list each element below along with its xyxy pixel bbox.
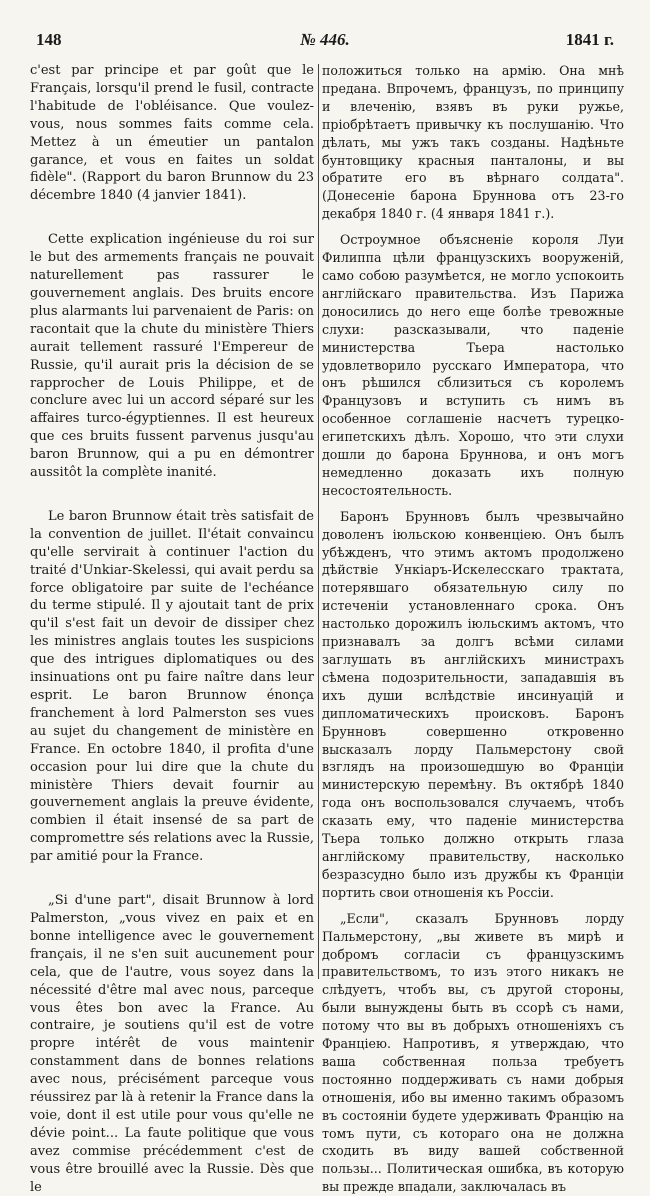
- french-paragraph-4: „Si d'une part", disait Brunnow à lord Palmerston, „vous vivez en paix et en bonne intelligence avec le gouvernement français, il ne s'en suit aucunement pour cela, que de l'autre, vous soyez dans la nécessité d'être mal avec nous, parceque vous êtes bon avec la France. Au contraire, je soutiens qu'il est de votre propre intérêt de vous maintenir constamment dans de bonnes relations avec nous, précisément parceque vous réussirez par là à retenir la France dans la voie, dont il est utile pour vous qu'elle ne dévie point... La faute politique que vous avez commise précédemment c'est de vous être brouillé avec la Russie. Dès que le: [30, 893, 314, 1195]
- russian-paragraph-2: Остроумное объясненiе короля Луи Филиппа цѣли французскихъ вооруженiй, само собою разумѣется, не могло успокоить англiйскаго правительства. Изъ Парижа доносились до него еще болѣе тревожные слухи: разсказывали, что паденiе министерства Тьера настолько удовлетворило русскаго Императора, что онъ рѣшился сблизиться съ королемъ Французовъ и вступить съ нимъ въ особенное соглашенiе насчетъ турецко-египетскихъ дѣлъ. Хорошо, что эти слухи дошли до барона Бруннова, и онъ могъ немедленно доказать ихъ полную несостоятельность.: [322, 232, 624, 498]
- russian-paragraph-4: „Если", сказалъ Брунновъ лорду Пальмерстону, „вы живете въ мирѣ и добромъ согласiи съ французскимъ правительствомъ, то изъ этого никакъ не слѣдуетъ, чтобъ вы, съ другой стороны, были вынуждены быть въ ссорѣ съ нами, потому что вы въ добрыхъ отношенiяхъ съ Францiею. Напротивъ, я утверждаю, что ваша собственная польза требуетъ постоянно поддерживать съ нами добрыя отношенiя, ибо вы именно такимъ образомъ въ состоянiи будете удерживать Францiю на томъ пути, съ котораго она не должна сходить въ виду вашей собственной пользы... Политическая ошибка, въ которую вы прежде впадали, заключалась въ: [322, 910, 624, 1195]
- french-column: [30, 62, 314, 1195]
- russian-column: [322, 62, 624, 1195]
- column-divider: [318, 64, 319, 979]
- document-number: № 446.: [300, 30, 350, 49]
- page-header: [30, 30, 620, 60]
- french-paragraph-1: c'est par principe et par goût que le Français, lorsqu'il prend le fusil, contracte l'habitude de l'obléisance. Que voulez-vous, nous sommes faits comme cela. Mettez à un émeutier un pantalon garance, et vous en faites un soldat fidèle". (Rapport du baron Brunnow du 23 décembre 1840 (4 janvier 1841).: [30, 63, 314, 204]
- year: 1841 г.: [565, 30, 614, 49]
- russian-paragraph-1: положиться только на армiю. Она мнѣ предана. Впрочемъ, французъ, по принципу и влеченiю, взявъ въ руки ружье, прiобрѣтаетъ привычку къ послушанiю. Что дѣлать, мы ужъ такъ созданы. Надѣньте бунтовщику красныя панталоны, и вы обратите его въ вѣрнаго солдата". (Донесенiе барона Бруннова отъ 23-го декабря 1840 г. (4 января 1841 г.).: [322, 63, 624, 222]
- text-columns: [30, 62, 624, 1195]
- french-paragraph-2: Cette explication ingénieuse du roi sur le but des armements français ne pouvait naturellement pas rassurer le gouvernement anglais. Des bruits encore plus alarmants lui parvenaient de Paris: on racontait que la chute du ministère Thiers aurait tellement rassuré l'Empereur de Russie, qu'il aurait pris la décision de se rapprocher de Louis Philippe, et de conclure avec lui un accord séparé sur les affaires turco-égyptiennes. Il est heureux que ces bruits fussent parvenus jusqu'au baron Brunnow, qui a pu en démontrer aussitôt la complète inanité.: [30, 232, 314, 481]
- french-paragraph-3: Le baron Brunnow était très satisfait de la convention de juillet. Il'était convaincu qu'elle servirait à continuer l'action du traité d'Unkiar-Skelessi, qui avait perdu sa force obligatoire par suite de l'echéance du terme stipulé. Il y ajoutait tant de prix qu'il s'est fait un devoir de dissiper chez les ministres anglais toutes les suspicions que des intrigues diplomatiques ou des insinuations ont pu faire naître dans leur esprit. Le baron Brunnow énonça franchement à lord Palmerston ses vues au sujet du changement de ministère en France. En octobre 1840, il profita d'une occasion pour lui dire que la chute du ministère Thiers devait fournir au gouvernement anglais la preuve évidente, combien il était insensé de sa part de compromettre sés relations avec la Russie, par amitié pour la France.: [30, 508, 314, 865]
- russian-paragraph-3: Баронъ Брунновъ былъ чрезвычайно доволенъ iюльскою конвенцiею. Онъ былъ убѣжденъ, что этимъ актомъ продолжено дѣйствiе Ункiаръ-Искелесскаго трактата, потерявшаго обязательную силу по истеченiи установленнаго срока. Онъ настолько дорожилъ iюльскимъ актомъ, что признавалъ за долгъ всѣми силами заглушать въ англiйскихъ министрахъ сѣмена подозрительности, западавшiя въ ихъ души вслѣдствiе инсинуацiй и дипломатическихъ происковъ. Баронъ Брунновъ совершенно откровенно высказалъ лорду Пальмерстону свой взглядъ на произошедшую во Францiи министерскую перемѣну. Въ октябрѣ 1840 года онъ воспользовался случаемъ, чтобъ сказать ему, что паденiе министерства Тьера только должно открыть глаза англiйскому правительству, насколько безразсудно было изъ дружбы къ Францiи портить свои отношенiя къ Россiи.: [322, 508, 624, 900]
- page-number: 148: [36, 30, 62, 49]
